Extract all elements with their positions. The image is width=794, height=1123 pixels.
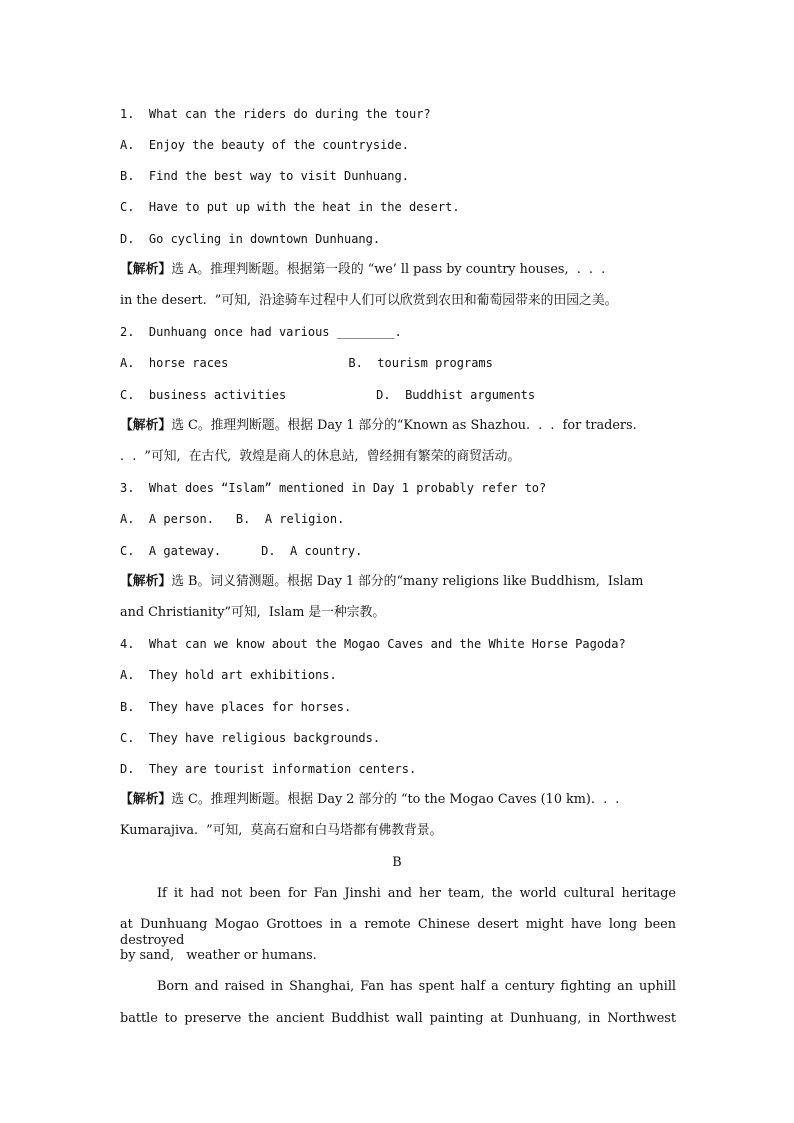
question-3-options-row-1 bbox=[120, 511, 676, 527]
analysis-tag: 【解析】 bbox=[120, 418, 172, 433]
analysis-text: 选 B。词义猜测题。根据 Day 1 部分的“many religions like Buddhism, Islam bbox=[171, 574, 644, 589]
question-3-analysis-line-2: and Christianity”可知, Islam 是一种宗教。 bbox=[120, 605, 386, 620]
question-4-stem: 4. What can we know about the Mogao Caves and the White Horse Pagoda? bbox=[120, 637, 626, 651]
question-2-option-b: B. tourism programs bbox=[348, 356, 493, 370]
analysis-tag: 【解析】 bbox=[120, 792, 172, 807]
question-2-analysis-line-1 bbox=[120, 418, 676, 434]
question-1-option-b: B. Find the best way to visit Dunhuang. bbox=[120, 169, 409, 183]
question-2-options-row-2 bbox=[120, 387, 676, 403]
question-2-options-row-1 bbox=[120, 355, 676, 371]
question-1-option-c: C. Have to put up with the heat in the desert. bbox=[120, 200, 460, 214]
question-3-option-b: B. A religion. bbox=[235, 512, 345, 526]
question-3-analysis-line-1 bbox=[120, 574, 676, 590]
question-3-stem: 3. What does “Islam” mentioned in Day 1 probably refer to? bbox=[120, 481, 547, 495]
question-4-option-b: B. They have places for horses. bbox=[120, 700, 352, 714]
question-4-option-a: A. They hold art exhibitions. bbox=[120, 668, 337, 682]
question-3-option-a: A. A person. bbox=[120, 512, 214, 526]
section-heading: B bbox=[392, 855, 402, 870]
analysis-text: 选 C。推理判断题。根据 Day 1 部分的“Known as Shazhou. . . for traders. bbox=[171, 418, 637, 433]
question-1-analysis-line-2: in the desert. ”可知, 沿途骑车过程中人们可以欣赏到农田和葡萄园带来的田园之美。 bbox=[120, 293, 618, 308]
question-2-option-c: C. business activities bbox=[120, 388, 287, 402]
passage-paragraph-1-line-1: If it had not been for Fan Jinshi and her team, the world cultural heritage bbox=[157, 886, 676, 901]
question-1-analysis-line-1 bbox=[120, 262, 676, 278]
passage-paragraph-2-line-2: battle to preserve the ancient Buddhist wall painting at Dunhuang, in Northwest bbox=[120, 1011, 676, 1026]
question-3-option-d: D. A country. bbox=[261, 544, 363, 558]
question-2-option-a: A. horse races bbox=[120, 356, 229, 370]
question-4-option-d: D. They are tourist information centers. bbox=[120, 762, 417, 776]
question-2-analysis-line-2: . . ”可知, 在古代, 敦煌是商人的休息站, 曾经拥有繁荣的商贸活动。 bbox=[120, 449, 521, 464]
question-2-option-d: D. Buddhist arguments bbox=[376, 388, 536, 402]
passage-paragraph-1-line-3: by sand, weather or humans. bbox=[120, 948, 317, 963]
question-1-stem: 1. What can the riders do during the tour? bbox=[120, 107, 431, 121]
analysis-text: 选 C。推理判断题。根据 Day 2 部分的 “to the Mogao Caves (10 km). . . bbox=[171, 792, 620, 807]
question-4-analysis-line-2: Kumarajiva. ”可知, 莫高石窟和白马塔都有佛教背景。 bbox=[120, 823, 443, 838]
question-3-options-row-2 bbox=[120, 543, 676, 559]
passage-paragraph-2-line-1: Born and raised in Shanghai, Fan has spent half a century fighting an uphill bbox=[157, 979, 676, 994]
question-4-option-c: C. They have religious backgrounds. bbox=[120, 731, 381, 745]
analysis-tag: 【解析】 bbox=[120, 574, 172, 589]
question-1-option-a: A. Enjoy the beauty of the countryside. bbox=[120, 138, 409, 152]
question-3-option-c: C. A gateway. bbox=[120, 544, 222, 558]
analysis-tag: 【解析】 bbox=[120, 262, 172, 277]
analysis-text: 选 A。推理判断题。根据第一段的 “we’ ll pass by country houses, . . . bbox=[171, 262, 606, 277]
question-1-option-d: D. Go cycling in downtown Dunhuang. bbox=[120, 232, 381, 246]
question-4-analysis-line-1 bbox=[120, 792, 676, 808]
passage-paragraph-1-line-2: at Dunhuang Mogao Grottoes in a remote Chinese desert might have long been destroyed bbox=[120, 917, 676, 948]
question-2-stem: 2. Dunhuang once had various ________. bbox=[120, 325, 402, 339]
